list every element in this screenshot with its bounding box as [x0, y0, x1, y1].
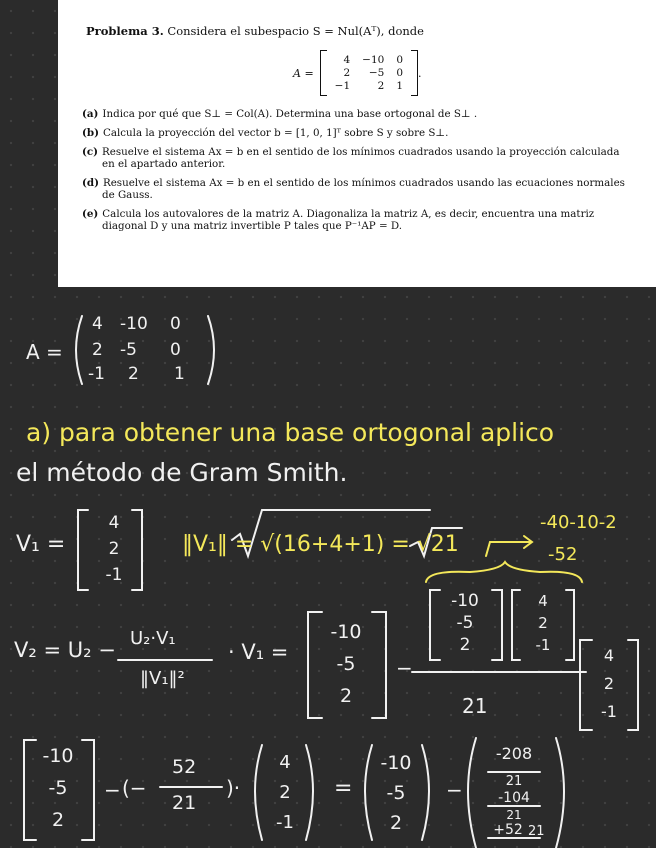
right-v1-entry: -1 — [601, 702, 617, 721]
u2-vector — [326, 616, 366, 712]
item-continuation: diagonal D y una matriz invertible P tales que P⁻¹AP = D. — [102, 220, 403, 232]
v2-frac-den: ‖V₁‖² — [140, 668, 185, 689]
item-text: Resuelve el sistema Ax = b en el sentido de los mínimos cuadrados usando las ecuaciones normales — [102, 177, 625, 189]
v1-entry: 4 — [108, 513, 120, 533]
matrix-cell: 2 — [343, 66, 351, 79]
v1-entry: 2 — [108, 539, 120, 559]
notes-A-cell: 0 — [170, 340, 181, 360]
frac-entry-2-num: -104 — [498, 790, 530, 806]
right-v1-entry: 4 — [603, 646, 615, 665]
item-tag: (e) — [82, 208, 99, 220]
inner-u2-entry: 2 — [459, 635, 471, 655]
notes-A-cell: -1 — [88, 364, 105, 384]
frac-entry-1-den: 21 — [505, 774, 523, 789]
matrix-cell: 4 — [343, 53, 351, 66]
notes-A-cell: 4 — [92, 314, 103, 334]
notes-A-cell: -5 — [120, 340, 137, 360]
matrix-end: . — [418, 66, 422, 80]
notes-A-label: A = — [26, 340, 63, 364]
inner-v1-entry: 4 — [538, 592, 548, 610]
row3-minus: − — [104, 778, 121, 802]
notes-A-cell: 2 — [92, 340, 103, 360]
notes-A-cell: -10 — [120, 314, 148, 334]
notes-A-cell: 0 — [170, 314, 181, 334]
row3-coef-close: )· — [226, 776, 241, 800]
u2-entry: -5 — [336, 653, 356, 675]
u2-entry: -10 — [330, 621, 362, 643]
matrix-cell: −5 — [368, 66, 385, 79]
dot-v1: · V₁ = — [228, 640, 289, 664]
item-continuation: en el apartado anterior. — [102, 158, 226, 170]
item-tag: (b) — [82, 127, 99, 139]
v1-vector — [104, 510, 124, 588]
row3-v1-entry: 4 — [279, 752, 291, 773]
frac-entry-1-num: -208 — [495, 744, 533, 763]
frac-entry-3-num: +52 — [493, 822, 523, 838]
row3-coef-den: 21 — [172, 792, 197, 814]
problem-number: Problema 3. — [86, 24, 164, 38]
matrix-cell: −10 — [362, 53, 385, 66]
v1-label: V₁ = — [16, 532, 66, 557]
matrix-cell: 0 — [396, 53, 404, 66]
notes-A-cell: 1 — [174, 364, 185, 384]
notes-A-row — [88, 364, 185, 384]
row3-coef-sign: (− — [122, 776, 147, 800]
notes-A-cell: 2 — [128, 364, 139, 384]
notes-A-row — [92, 340, 181, 360]
notes-line1: a) para obtener una base ortogonal aplico — [26, 418, 555, 447]
item-text: Calcula los autovalores de la matriz A. Diagonaliza la matriz A, es decir, encuentra una matriz — [102, 208, 595, 220]
inner-v1-entry: 2 — [538, 614, 548, 632]
row3-result-entry: -10 — [380, 752, 412, 774]
row3-u2 — [36, 740, 80, 836]
inner-u2 — [442, 590, 488, 656]
frac-entry-3-den: 21 — [528, 824, 545, 839]
minus-sign: − — [396, 656, 413, 680]
item-text: Resuelve el sistema Ax = b en el sentido de los mínimos cuadrados usando la proyección calculada — [102, 146, 620, 158]
row3-u2-entry: 2 — [51, 809, 65, 831]
row3-v1-entry: -1 — [276, 812, 294, 833]
v1-entry: -1 — [105, 565, 123, 585]
row3-u2-entry: -10 — [42, 745, 74, 767]
denominator-21: 21 — [462, 694, 488, 718]
matrix-cell: 1 — [396, 79, 404, 92]
side-calc-top: -40-10-2 — [540, 512, 617, 533]
row3-v1-entry: 2 — [279, 782, 291, 803]
row3-coef-num: 52 — [172, 756, 197, 778]
matrix-cell: 0 — [396, 66, 404, 79]
inner-u2-entry: -5 — [456, 613, 474, 633]
row3-v1 — [268, 748, 302, 838]
notes-line2: el método de Gram Smith. — [16, 458, 348, 487]
matrix-cell: 2 — [377, 79, 385, 92]
v2-label: V₂ = U₂ − — [14, 638, 116, 662]
u2-entry: 2 — [339, 685, 353, 707]
row3-result-entry: 2 — [389, 812, 403, 834]
right-v1-entry: 2 — [603, 674, 615, 693]
notes-A-row — [92, 314, 181, 334]
row3-result-entry: -5 — [386, 782, 406, 804]
inner-v1-entry: -1 — [535, 636, 551, 654]
inner-u2-entry: -10 — [451, 591, 479, 611]
item-text: Indica por qué que S⊥ = Col(A). Determina una base ortogonal de S⊥ . — [102, 108, 478, 120]
row3-equals: = — [334, 776, 353, 801]
row3-result — [374, 748, 418, 838]
inner-v1 — [528, 590, 558, 656]
item-tag: (d) — [82, 177, 99, 189]
norm-v1: ‖V₁‖ = √(16+4+1) = √21 — [182, 532, 459, 557]
matrix-cell: −1 — [334, 79, 351, 92]
item-continuation: de Gauss. — [102, 189, 153, 201]
row3-u2-entry: -5 — [48, 777, 68, 799]
row3-minus2: − — [446, 778, 463, 802]
item-tag: (a) — [82, 108, 99, 120]
side-calc-bottom: -52 — [548, 544, 578, 565]
matrix-label: A = — [293, 66, 314, 80]
item-text: Calcula la proyección del vector b = [1, 0, 1]ᵀ sobre S y sobre S⊥. — [102, 127, 449, 139]
problem-intro: Considera el subespacio S = Nul(Aᵀ), donde — [167, 24, 424, 38]
v2-frac-num: U₂·V₁ — [130, 628, 176, 649]
frac-entry-2-den: 21 — [506, 808, 522, 822]
right-v1 — [594, 642, 624, 726]
item-tag: (c) — [82, 146, 99, 158]
